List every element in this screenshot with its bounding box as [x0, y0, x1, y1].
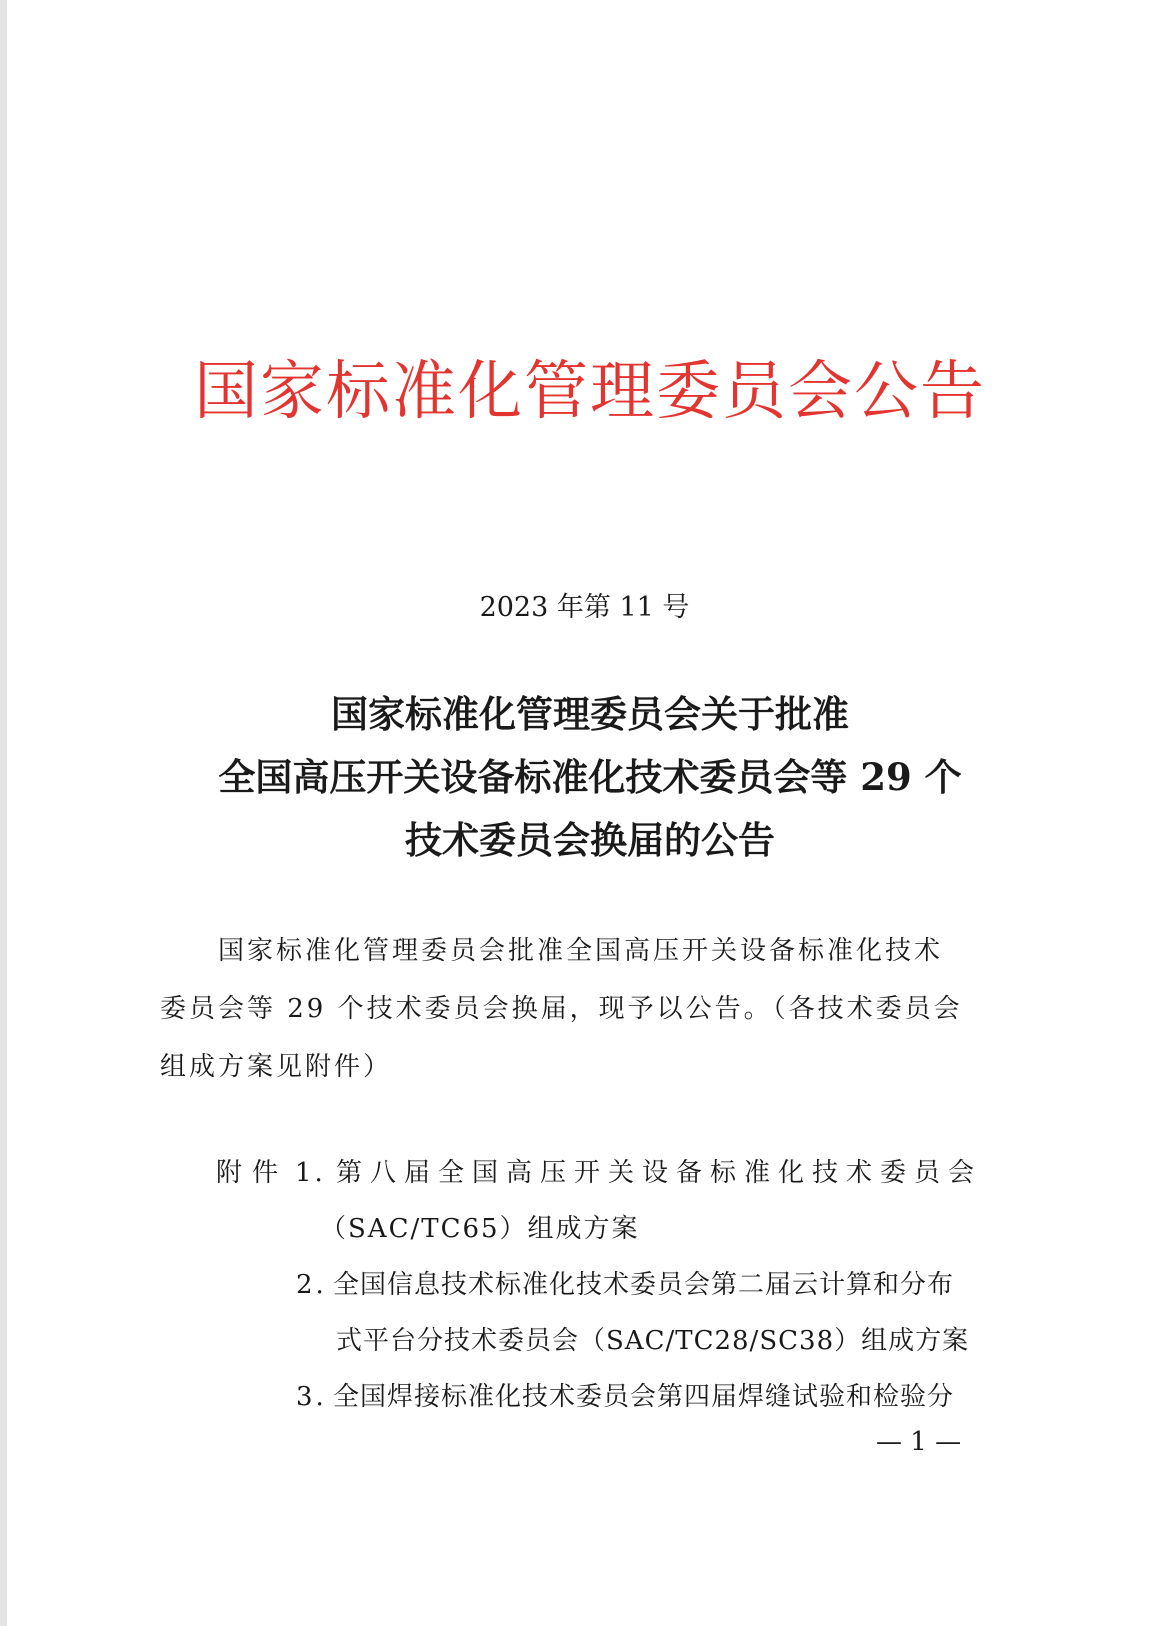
attachment-number: 1.: [295, 1158, 326, 1188]
document-number: 2023 年第 11 号: [479, 592, 690, 623]
attachment-number: 3.: [296, 1382, 327, 1412]
page-left-edge: [0, 0, 7, 1626]
attachment-item-text: 式平台分技术委员会（SAC/TC28/SC38）组成方案: [336, 1326, 970, 1356]
body-line: 组成方案见附件）: [160, 1052, 393, 1082]
attachment-item-text: （SAC/TC65）组成方案: [320, 1214, 640, 1244]
attachment-item-text: 第八届全国高压开关设备标准化技术委员会: [336, 1158, 983, 1188]
body-paragraph: [160, 922, 1020, 1096]
attachment-number: 2.: [296, 1270, 327, 1300]
title-line: 国家标准化管理委员会关于批准: [331, 692, 849, 736]
attachment-label: 附件: [216, 1158, 289, 1188]
announcement-title: [160, 683, 1020, 872]
body-line: 委员会等 29 个技术委员会换届，现予以公告。（各技术委员会: [160, 994, 963, 1024]
masthead: 国家标准化管理委员会公告: [194, 355, 986, 429]
title-line: 技术委员会换届的公告: [405, 818, 775, 862]
body-line: 国家标准化管理委员会批准全国高压开关设备标准化技术: [218, 936, 944, 966]
page-number: — 1 —: [876, 1427, 962, 1457]
attachment-item-text: 全国焊接标准化技术委员会第四届焊缝试验和检验分: [333, 1382, 955, 1412]
attachment-item-text: 全国信息技术标准化技术委员会第二届云计算和分布: [333, 1270, 955, 1300]
title-line: 全国高压开关设备标准化技术委员会等 29 个: [218, 755, 962, 799]
